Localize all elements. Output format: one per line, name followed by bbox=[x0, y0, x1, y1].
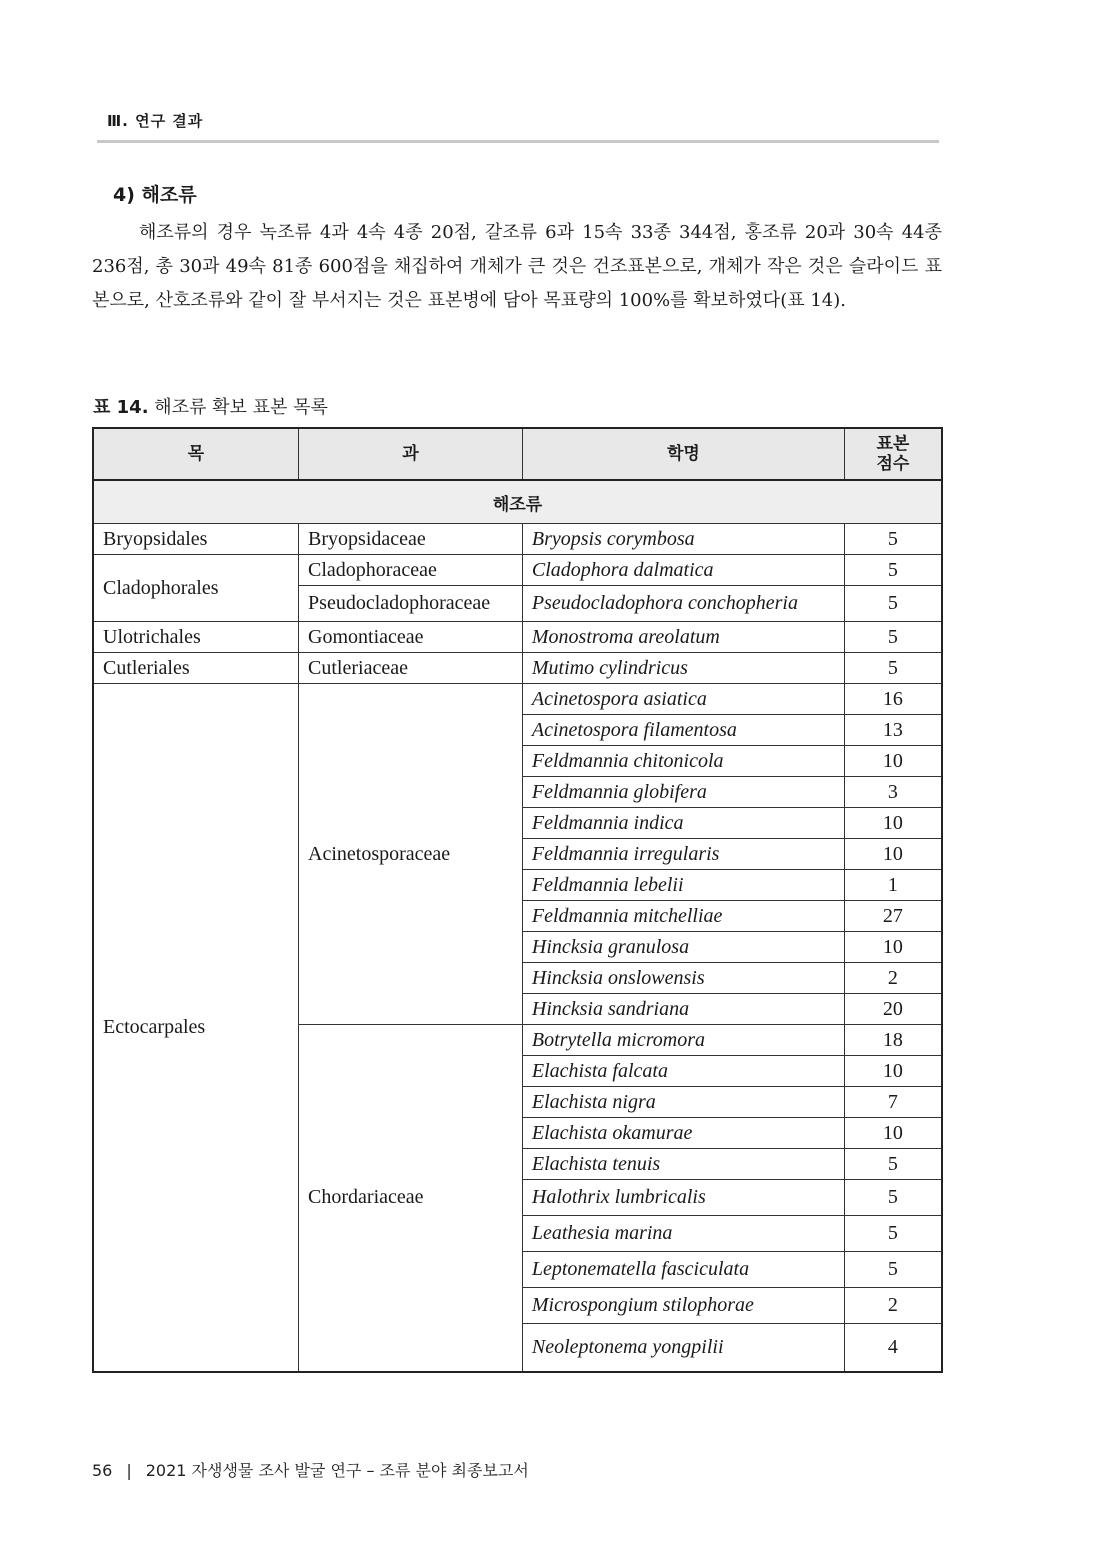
cell-scientific-name: Hincksia sandriana bbox=[522, 994, 844, 1025]
cell-scientific-name: Mutimo cylindricus bbox=[522, 653, 844, 684]
header-divider bbox=[97, 140, 939, 143]
cell-specimen-count: 10 bbox=[844, 932, 942, 963]
cell-specimen-count: 5 bbox=[844, 524, 942, 555]
table-row bbox=[93, 555, 942, 586]
cell-specimen-count: 5 bbox=[844, 1252, 942, 1288]
section-title: 4) 해조류 bbox=[113, 184, 197, 206]
cell-specimen-count: 5 bbox=[844, 1180, 942, 1216]
cell-specimen-count: 20 bbox=[844, 994, 942, 1025]
header-count-line1: 표본 bbox=[876, 434, 910, 454]
cell-specimen-count: 5 bbox=[844, 622, 942, 653]
cell-scientific-name: Elachista nigra bbox=[522, 1087, 844, 1118]
cell-order: Cladophorales bbox=[93, 555, 299, 622]
cell-specimen-count: 2 bbox=[844, 1288, 942, 1324]
cell-order: Ulotrichales bbox=[93, 622, 299, 653]
group-label: 해조류 bbox=[93, 480, 942, 524]
cell-order: Bryopsidales bbox=[93, 524, 299, 555]
cell-specimen-count: 10 bbox=[844, 746, 942, 777]
cell-specimen-count: 5 bbox=[844, 586, 942, 622]
cell-family: Bryopsidaceae bbox=[299, 524, 523, 555]
header-count-line2: 점수 bbox=[876, 454, 910, 474]
cell-order: Ectocarpales bbox=[93, 684, 299, 1372]
cell-scientific-name: Cladophora dalmatica bbox=[522, 555, 844, 586]
cell-scientific-name: Pseudocladophora conchopheria bbox=[522, 586, 844, 622]
cell-specimen-count: 10 bbox=[844, 1118, 942, 1149]
cell-order: Cutleriales bbox=[93, 653, 299, 684]
cell-family: Chordariaceae bbox=[299, 1025, 523, 1372]
cell-family: Cladophoraceae bbox=[299, 555, 523, 586]
cell-family: Cutleriaceae bbox=[299, 653, 523, 684]
cell-family: Pseudocladophoraceae bbox=[299, 586, 523, 622]
table-row bbox=[93, 653, 942, 684]
cell-scientific-name: Feldmannia chitonicola bbox=[522, 746, 844, 777]
cell-scientific-name: Acinetospora filamentosa bbox=[522, 715, 844, 746]
header-specimen-count bbox=[844, 428, 942, 480]
cell-specimen-count: 16 bbox=[844, 684, 942, 715]
header-scientific-name: 학명 bbox=[522, 428, 844, 480]
cell-scientific-name: Monostroma areolatum bbox=[522, 622, 844, 653]
group-row bbox=[93, 480, 942, 524]
cell-scientific-name: Halothrix lumbricalis bbox=[522, 1180, 844, 1216]
cell-specimen-count: 7 bbox=[844, 1087, 942, 1118]
cell-scientific-name: Bryopsis corymbosa bbox=[522, 524, 844, 555]
cell-scientific-name: Feldmannia lebelii bbox=[522, 870, 844, 901]
cell-scientific-name: Microspongium stilophorae bbox=[522, 1288, 844, 1324]
cell-specimen-count: 5 bbox=[844, 555, 942, 586]
cell-scientific-name: Elachista tenuis bbox=[522, 1149, 844, 1180]
cell-specimen-count: 13 bbox=[844, 715, 942, 746]
cell-specimen-count: 1 bbox=[844, 870, 942, 901]
cell-specimen-count: 10 bbox=[844, 1056, 942, 1087]
cell-specimen-count: 2 bbox=[844, 963, 942, 994]
cell-scientific-name: Feldmannia indica bbox=[522, 808, 844, 839]
header-order: 목 bbox=[93, 428, 299, 480]
cell-specimen-count: 5 bbox=[844, 1149, 942, 1180]
header-family: 과 bbox=[299, 428, 523, 480]
table-row bbox=[93, 684, 942, 715]
cell-scientific-name: Leptonematella fasciculata bbox=[522, 1252, 844, 1288]
page-number: 56 bbox=[92, 1461, 113, 1480]
table-header-row bbox=[93, 428, 942, 480]
page-footer bbox=[92, 1458, 529, 1481]
cell-family: Gomontiaceae bbox=[299, 622, 523, 653]
table-caption bbox=[93, 393, 328, 419]
cell-specimen-count: 3 bbox=[844, 777, 942, 808]
table-caption-label: 표 14. bbox=[93, 397, 149, 418]
table-caption-text: 해조류 확보 표본 목록 bbox=[154, 397, 328, 418]
cell-specimen-count: 5 bbox=[844, 1216, 942, 1252]
cell-scientific-name: Acinetospora asiatica bbox=[522, 684, 844, 715]
cell-scientific-name: Leathesia marina bbox=[522, 1216, 844, 1252]
cell-specimen-count: 4 bbox=[844, 1324, 942, 1372]
cell-specimen-count: 27 bbox=[844, 901, 942, 932]
cell-scientific-name: Elachista falcata bbox=[522, 1056, 844, 1087]
cell-scientific-name: Neoleptonema yongpilii bbox=[522, 1324, 844, 1372]
cell-scientific-name: Feldmannia irregularis bbox=[522, 839, 844, 870]
specimen-table bbox=[92, 427, 943, 1373]
cell-family: Acinetosporaceae bbox=[299, 684, 523, 1025]
body-paragraph: 해조류의 경우 녹조류 4과 4속 4종 20점, 갈조류 6과 15속 33종 344점, 홍조류 20과 30속 44종 236점, 총 30과 49속 81종 600점을 채집하여 개체가 큰 것은 건조표본으로, 개체가 작은 것은 슬라이드 표본으로, 산호조류와 같이 잘 부서지는 것은 표본병에 담아 목표량의 100%를 확보하였다(표 14). bbox=[92, 222, 942, 311]
cell-scientific-name: Hincksia granulosa bbox=[522, 932, 844, 963]
cell-scientific-name: Botrytella micromora bbox=[522, 1025, 844, 1056]
cell-specimen-count: 10 bbox=[844, 839, 942, 870]
cell-specimen-count: 10 bbox=[844, 808, 942, 839]
cell-scientific-name: Feldmannia mitchelliae bbox=[522, 901, 844, 932]
cell-scientific-name: Hincksia onslowensis bbox=[522, 963, 844, 994]
cell-specimen-count: 18 bbox=[844, 1025, 942, 1056]
footer-title: 2021 자생생물 조사 발굴 연구 – 조류 분야 최종보고서 bbox=[145, 1461, 529, 1480]
cell-specimen-count: 5 bbox=[844, 653, 942, 684]
table-row bbox=[93, 622, 942, 653]
table-row bbox=[93, 524, 942, 555]
footer-separator: | bbox=[126, 1461, 132, 1480]
cell-scientific-name: Feldmannia globifera bbox=[522, 777, 844, 808]
cell-scientific-name: Elachista okamurae bbox=[522, 1118, 844, 1149]
running-header: Ⅲ. 연구 결과 bbox=[107, 112, 204, 130]
